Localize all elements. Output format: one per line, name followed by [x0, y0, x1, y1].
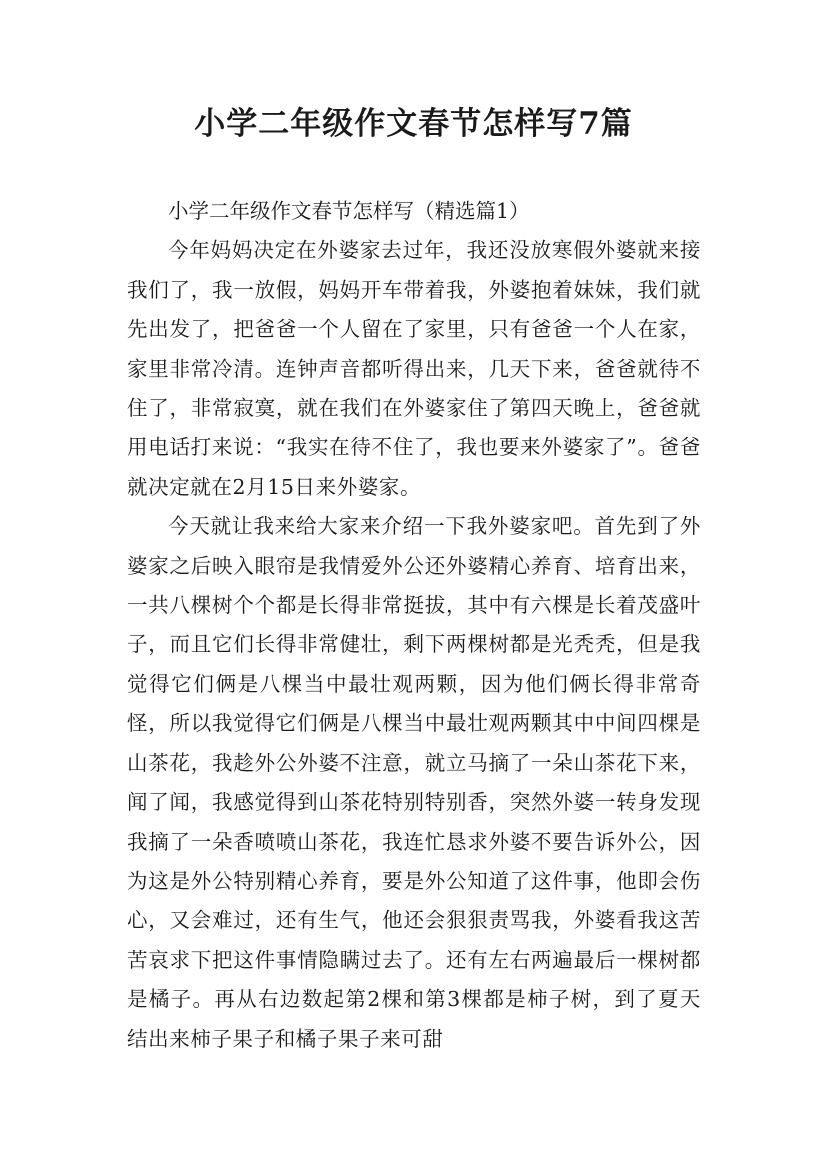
- paragraph-1: 今年妈妈决定在外婆家去过年，我还没放寒假外婆就来接我们了，我一放假，妈妈开车带着我，外婆抱着妹妹，我们就先出发了，把爸爸一个人留在了家里，只有爸爸一个人在家，家里非常冷清。连钟声音都听得出来，几天下来，爸爸就待不住了，非常寂寞，就在我们在外婆家住了第四天晚上，爸爸就用电话打来说：“我实在待不住了，我也要来外婆家了”。爸爸就决定就在2月15日来外婆家。: [127, 238, 701, 499]
- paragraph-2: 今天就让我来给大家来介绍一下我外婆家吧。首先到了外婆家之后映入眼帘是我情爱外公还外婆精心养育、培育出来，一共八棵树个个都是长得非常挺拔，其中有六棵是长着茂盛叶子，而且它们长得非常健壮，剩下两棵树都是光秃秃，但是我觉得它们俩是八棵当中最壮观两颗，因为他们俩长得非常奇怪，所以我觉得它们俩是八棵当中最壮观两颗其中中间四棵是山茶花，我趁外公外婆不注意，就立马摘了一朵山茶花下来，闻了闻，我感觉得到山茶花特别特别香，突然外婆一转身发现我摘了一朵香喷喷山茶花，我连忙恳求外婆不要告诉外公，因为这是外公特别精心养育，要是外公知道了这件事，他即会伤心，又会难过，还有生气，他还会狠狠责骂我，外婆看我这苦苦哀求下把这件事情隐瞒过去了。还有左右两遍最后一棵树都是橘子。再从右边数起第2棵和第3棵都是柿子树，到了夏天结出来柿子果子和橘子果子来可甜: [127, 514, 701, 1051]
- document-title: 小学二年级作文春节怎样写7篇: [194, 106, 633, 142]
- section-heading: 小学二年级作文春节怎样写（精选篇1）: [168, 199, 530, 223]
- document-body: [127, 192, 701, 1059]
